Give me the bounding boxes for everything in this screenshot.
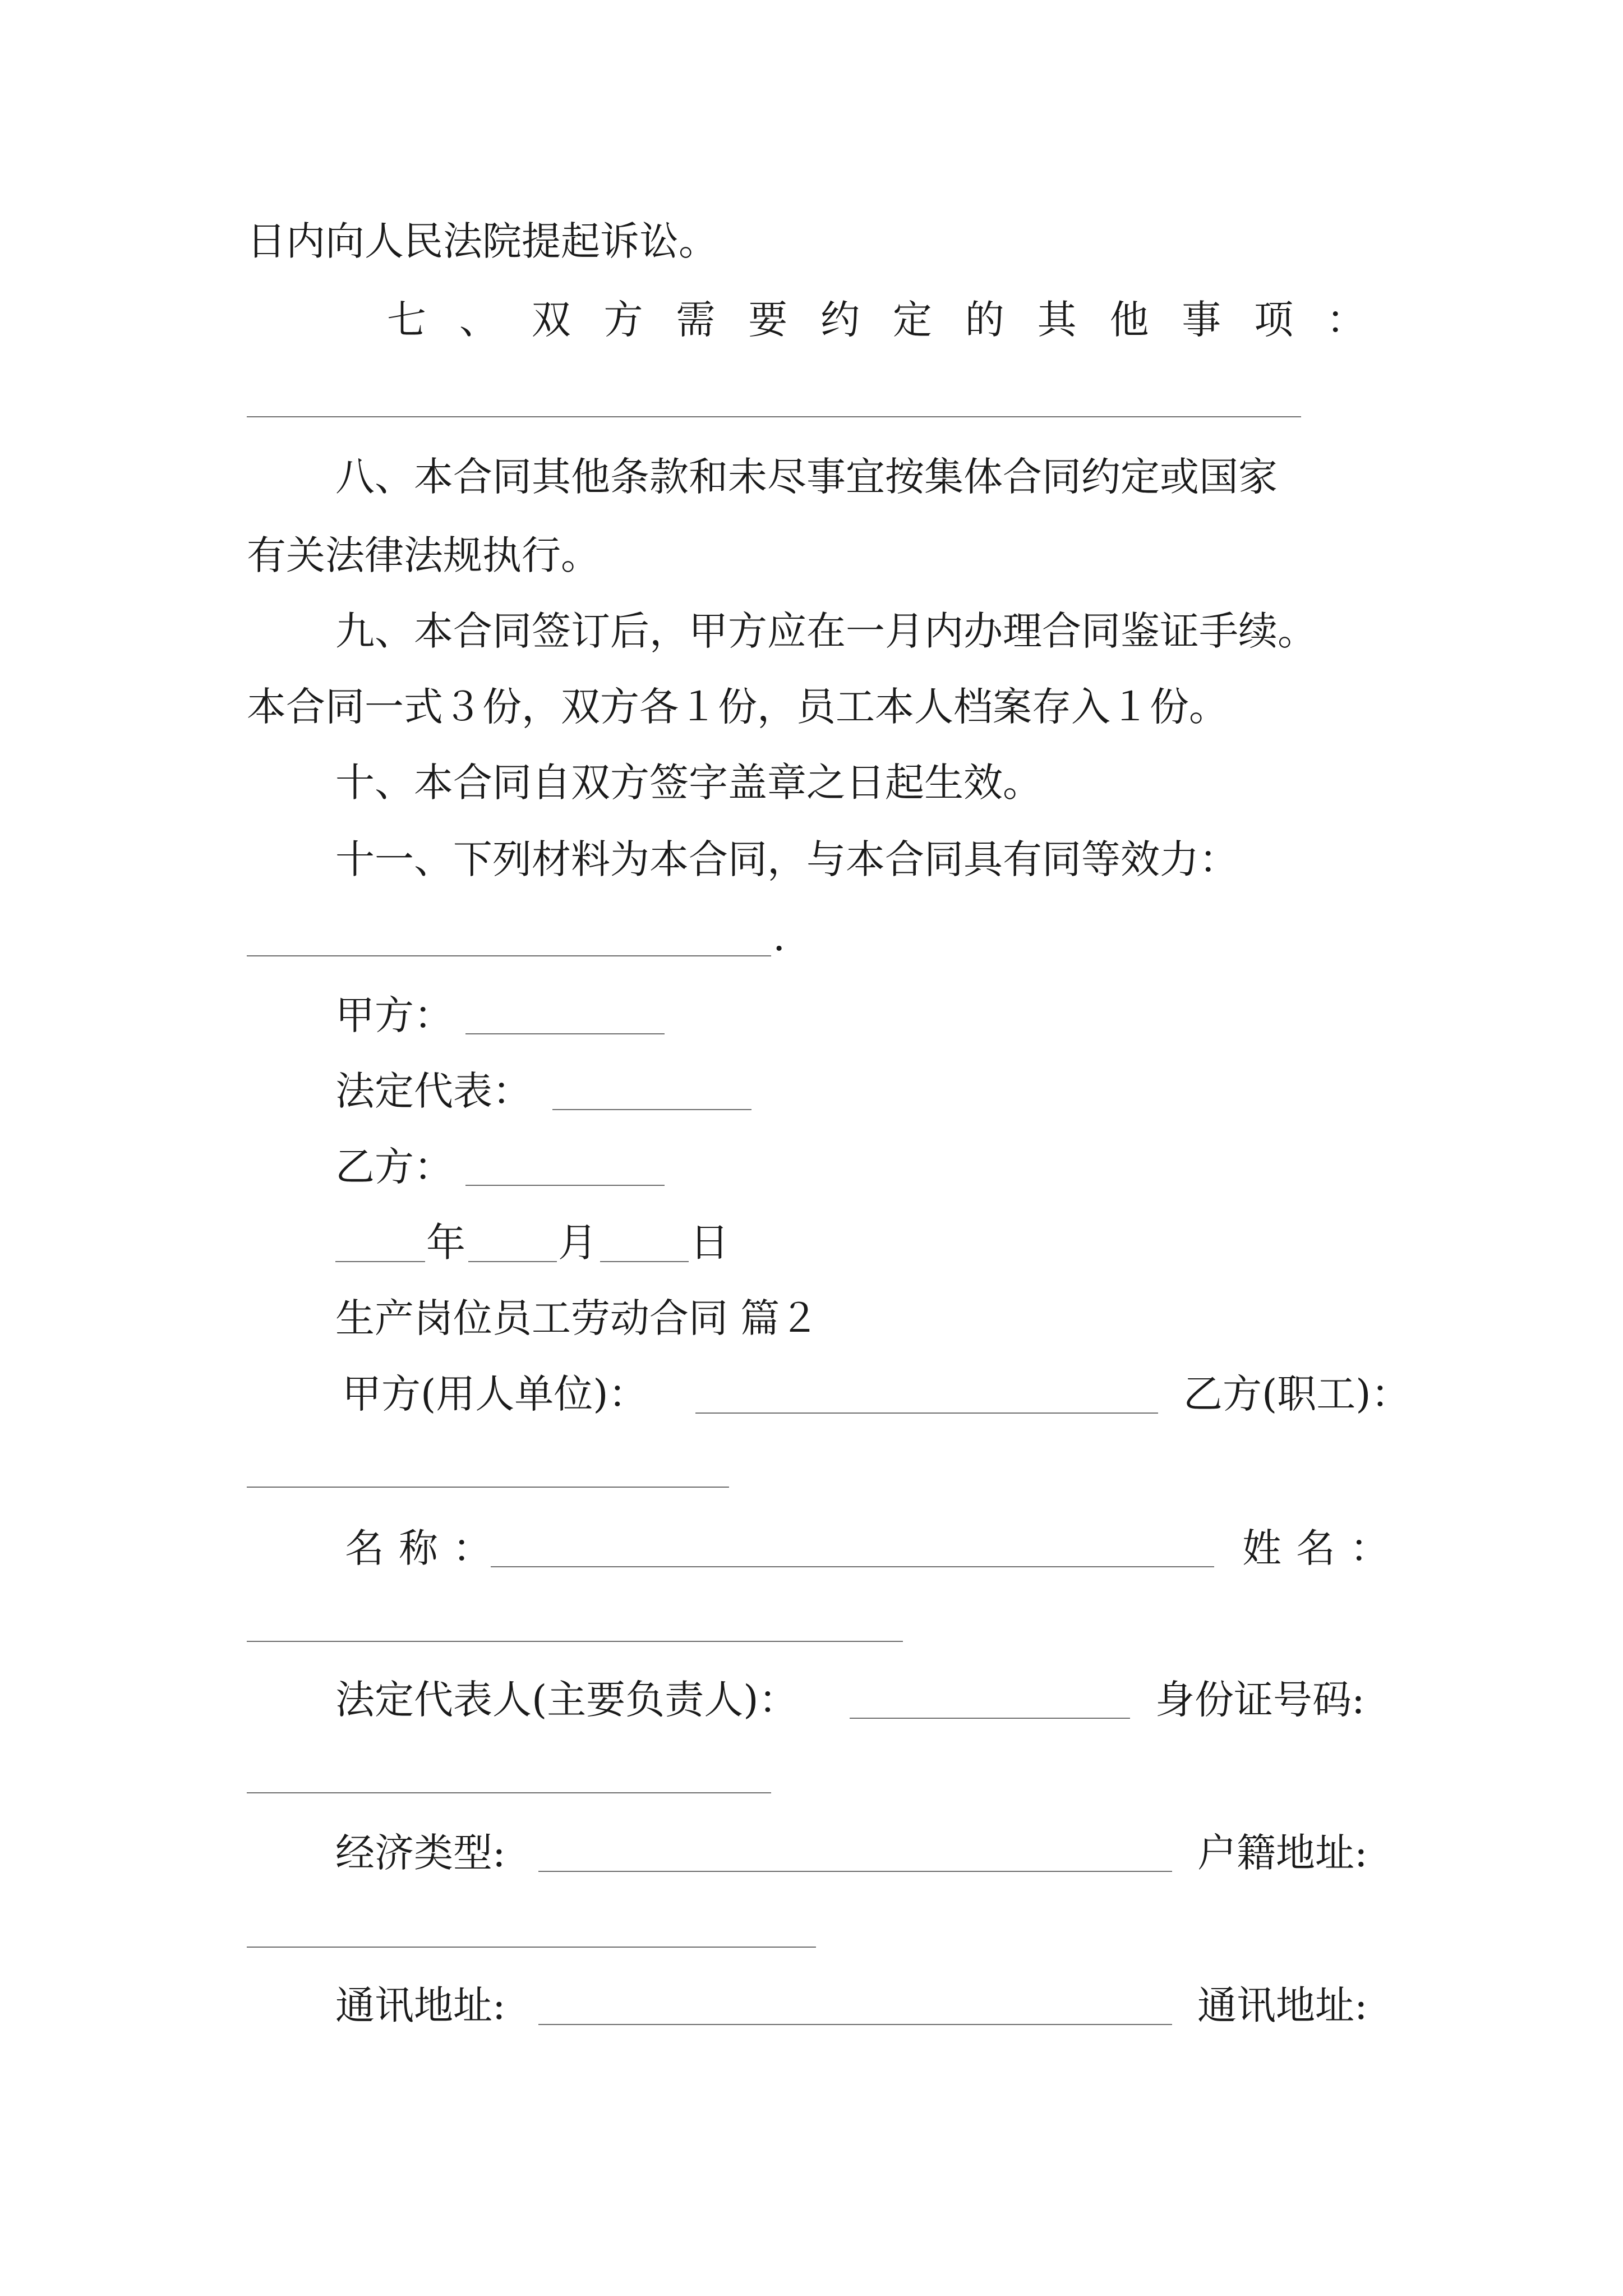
- legal-rep-label: 法定代表：: [335, 1068, 532, 1114]
- blank-line: [247, 416, 1301, 417]
- text-line-1: 日内向人民法院提起诉讼。: [247, 218, 718, 264]
- blank-line: [247, 1487, 729, 1488]
- clause-8-line-1: 八、本合同其他条款和未尽事宜按集体合同约定或国家: [335, 454, 1278, 500]
- clause-7-char: 的: [965, 297, 1004, 343]
- clause-10-line: 十、本合同自双方签字盖章之日起生效。: [335, 760, 1042, 806]
- blank-line: [247, 1792, 771, 1793]
- contract-title-2: 生产岗位员工劳动合同 篇２: [335, 1295, 819, 1341]
- blank-line: [552, 1109, 751, 1110]
- clause-7-char: 他: [1109, 297, 1149, 343]
- legal-rep2-label: 法定代表人(主要负责人)：: [335, 1677, 798, 1723]
- clause-7-char: 事: [1182, 297, 1221, 343]
- company-name-label: 名称：: [345, 1525, 506, 1571]
- date-month: 月: [558, 1220, 597, 1266]
- party-a-label: 甲方：: [335, 992, 453, 1038]
- blank-line: [468, 1261, 557, 1262]
- employee-label: 乙方(职工)：: [1183, 1371, 1410, 1417]
- contact-address-label-2: 通讯地址:: [1197, 1982, 1368, 2028]
- period-mark: .: [773, 914, 786, 960]
- party-b-label: 乙方：: [335, 1144, 453, 1190]
- clause-7-char: 七: [387, 297, 426, 343]
- blank-line: [247, 1641, 903, 1642]
- blank-line: [538, 1871, 1172, 1872]
- date-year: 年: [426, 1220, 465, 1266]
- blank-line: [600, 1261, 689, 1262]
- blank-line: [247, 955, 771, 956]
- clause-8-line-2: 有关法律法规执行。: [247, 532, 600, 578]
- clause-9-line-2: 本合同一式３份，双方各１份，员工本人档案存入１份。: [247, 684, 1228, 730]
- id-number-label: 身份证号码:: [1155, 1677, 1365, 1723]
- clause-7-char: 其: [1037, 297, 1077, 343]
- blank-line: [465, 1185, 665, 1186]
- economic-type-label: 经济类型:: [335, 1830, 506, 1876]
- blank-line: [695, 1412, 1158, 1414]
- clause-7-char: 双: [531, 297, 571, 343]
- person-name-label: 姓名：: [1242, 1525, 1404, 1571]
- blank-line: [247, 1947, 816, 1948]
- clause-7-char: 、: [459, 297, 499, 343]
- employer-label: 甲方(用人单位)：: [342, 1371, 648, 1417]
- clause-7-char: 项: [1254, 297, 1294, 343]
- clause-7-char: 要: [748, 297, 788, 343]
- blank-line: [465, 1033, 665, 1034]
- clause-7-char: 方: [603, 297, 643, 343]
- clause-11-line: 十一、下列材料为本合同，与本合同具有同等效力：: [335, 836, 1238, 882]
- blank-line: [850, 1718, 1130, 1719]
- clause-7-char: ：: [1326, 297, 1366, 343]
- date-day: 日: [690, 1220, 729, 1266]
- household-address-label: 户籍地址:: [1197, 1830, 1368, 1876]
- blank-line: [335, 1261, 425, 1262]
- clause-7-char: 定: [892, 297, 932, 343]
- blank-line: [538, 2024, 1172, 2025]
- blank-line: [491, 1566, 1214, 1567]
- contact-address-label: 通讯地址:: [335, 1982, 506, 2028]
- clause-9-line-1: 九、本合同签订后，甲方应在一月内办理合同鉴证手续。: [335, 608, 1317, 654]
- clause-7-char: 需: [676, 297, 716, 343]
- clause-7-line: [387, 297, 1366, 343]
- clause-7-char: 约: [820, 297, 860, 343]
